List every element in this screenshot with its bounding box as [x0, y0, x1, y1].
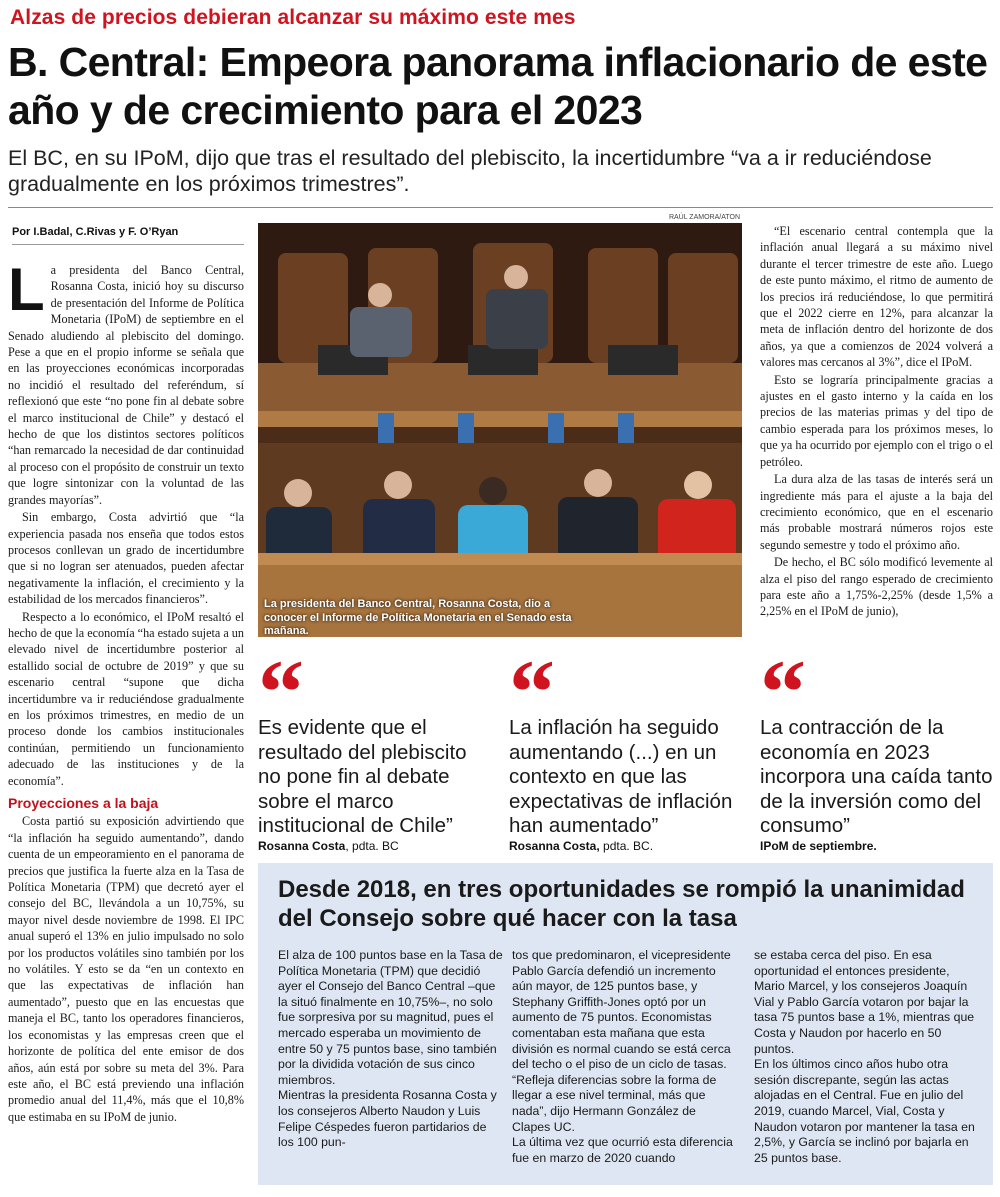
headline: B. Central: Empeora panorama inflacionario de este año y de crecimiento para el 2023 [8, 39, 988, 133]
box-column-3 [754, 948, 979, 1166]
dropcap: L [8, 256, 45, 323]
quote-text: La contracción de la economía en 2023 incorpora una caída tanto de la inversión como del consumo” [760, 716, 993, 837]
quote-source: IPoM de septiembre. [760, 838, 877, 853]
quote-mark-icon: “ [760, 641, 806, 743]
quote-text: La inflación ha seguido aumentando (...) en un contexto en que las expectativas de inflación han aumentado” [509, 716, 733, 837]
body-column-left [8, 256, 244, 1126]
body-paragraph: La presidenta del Banco Central, Rosanna Costa, inició hoy su discurso de presentación del Informe de Política Monetaria (IPoM) de septiembre en el Senado aludiendo al plebiscito del domingo. Pese a que en el propio informe se señala que en las proyecciones económicas incorporadas no incidió el resultado del referéndum, sí reflexionó que este “no pone fin al debate sobre el marco institucional de Chile” y destacó el hecho de que los distintos sectores políticos “han remarcado la necesidad de dar continuidad al proceso con el propósito de construir un texto que logre sintonizar con la voluntad de las grandes mayorías”. [8, 256, 244, 507]
quote-source: Rosanna Costa, pdta. BC. [509, 838, 654, 853]
photo-caption: La presidenta del Banco Central, Rosanna Costa, dio a conocer el Informe de Política Monetaria en el Senado esta mañana. [264, 598, 572, 637]
photo-credit: RAÚL ZAMORA/ATON [668, 214, 740, 221]
body-paragraph: La dura alza de las tasas de interés será un ingrediente más para el ajuste a la baja del crecimiento económico, que en el escenario más probable mostrará números rojos este segundo semestre y todo el próximo año. [760, 472, 993, 552]
senate-photo [258, 223, 742, 637]
sidebar-box [258, 863, 993, 1185]
box-paragraph: tos que predominaron, el vicepresidente Pablo García defendió un incremento aún mayor, de 125 puntos base, y Stephany Griffith-Jones optó por un aumento de 75 puntos. Economistas comentaban esta mañana que esta división es normal cuando se está cerca del techo o el piso de un ciclo de tasas. “Refleja diferencias sobre la forma de llegar a ese nivel terminal, más que nada”, dijo Hermann González de Clapes UC. [512, 948, 731, 1134]
box-paragraph: Mientras la presidenta Rosanna Costa y los consejeros Alberto Naudon y Luis Felipe Céspedes fueron partidarios de los 100 pun- [278, 1088, 497, 1150]
body-paragraph: De hecho, el BC sólo modificó levemente al alza el piso del rango esperado de crecimiento para este año a 1,75%-2,25% (desde 1,5% a 2,25% en el IPoM de junio), [760, 555, 993, 619]
quote-text: Es evidente que el resultado del plebiscito no pone fin al debate sobre el marco institucional de Chile” [258, 716, 467, 837]
box-paragraph: En los últimos cinco años hubo otra sesión discrepante, según las actas alojadas en el Central. Fue en julio del 2019, cuando Marcel, Vial, Costa y Naudon votaron por mantener la tasa en 2,5%, y García se inclinó por bajarla en 25 puntos base. [754, 1057, 975, 1165]
box-column-2 [512, 948, 737, 1166]
body-column-right [760, 223, 993, 621]
pull-quote [509, 641, 744, 853]
body-paragraph: Sin embargo, Costa advirtió que “la experiencia pasada nos enseña que todos estos procesos conllevan un grado de incertidumbre que si no logran ser atenuados, pueden afectar negativamente la inflación, el crecimiento y la estabilidad de los mercados financieros”. [8, 510, 244, 607]
quote-mark-icon: “ [258, 641, 304, 743]
senate-photo-illustration [258, 223, 742, 637]
body-paragraph: Costa partió su exposición advirtiendo que “la inflación ha seguido aumentando”, dando cuenta de un empeoramiento en el panorama de precios que justifica la fuerte alza en la Tasa de Política Monetaria (TPM) que decretó ayer el consejo del BC, llevándola a un 10,75%, su mayor nivel desde noviembre de 1998. El IPC anual superó el 13% en julio impulsado no solo por los productos volátiles sino también por los no volátiles. Y esto se da “en un contexto en que las expectativas de inflación han aumentado”, puesto que en las encuestas que maneja el BC, tanto los operadores financieros, los economistas y las empresas creen que el horizonte de política del ente emisor de dos años, aún está por sobre su meta del 3%. Para este año, el BC está previendo una inflación promedio anual del 11,4%, más que el 10,8% que estimaba en su IPoM de junio. [8, 814, 244, 1124]
deck: El BC, en su IPoM, dijo que tras el resultado del plebiscito, la incertidumbre “va a ir reduciéndose gradualmente en los próximos trimestres”. [8, 146, 932, 196]
subhead: Proyecciones a la baja [8, 795, 159, 811]
pull-quote [760, 641, 995, 853]
pull-quote [258, 641, 493, 853]
body-paragraph: Respecto a lo económico, el IPoM resaltó el hecho de que la economía “ha estado sujeta a un elevado nivel de incertidumbre posterior al estallido social de octubre de 2019” y que su escenario central “supone que dicha incertidumbre va ir reduciéndose gradualmente en los próximos trimestres, en medio de un proceso donde los cambios institucionales continúan, permitiendo un funcionamiento adecuado de las instituciones y de la economía”. [8, 609, 244, 788]
box-title: Desde 2018, en tres oportunidades se rompió la unanimidad del Consejo sobre qué hacer con la tasa [278, 876, 965, 932]
box-paragraph: La última vez que ocurrió esta diferencia fue en marzo de 2020 cuando [512, 1135, 733, 1165]
body-paragraph: Esto se lograría principalmente gracias a ajustes en el gasto interno y la caída en los precios de las materias primas y del tipo de cambio esperada para los próximos meses, lo que ya ha ocurrido por ejemplo con el trigo o el petróleo. [760, 372, 993, 469]
box-column-1 [278, 948, 503, 1151]
body-paragraph: “El escenario central contempla que la inflación anual llegará a su máximo nivel durante el tercer trimestre de este año. Luego de este punto máximo, el ritmo de aumento de los precios irá reduciéndose, lo que permitirá que el 2022 cierre en 12%, para alcanzar la meta de inflación dentro del horizonte de dos años, ya que a comienzos de 2024 volverá a valores mas cercanos al 3%”, dice el IPoM. [760, 224, 993, 370]
quote-mark-icon: “ [509, 641, 555, 743]
top-divider [8, 207, 993, 208]
box-paragraph: se estaba cerca del piso. En esa oportunidad el entonces presidente, Mario Marcel, y los consejeros Joaquín Vial y Pablo García votaron por bajar la tasa 75 puntos base a 1%, mientras que Costa y Naudon por hacerlo en 50 puntos. [754, 948, 975, 1056]
byline: Por I.Badal, C.Rivas y F. O’Ryan [12, 226, 244, 245]
quote-source: Rosanna Costa, pdta. BC [258, 838, 399, 853]
box-paragraph: El alza de 100 puntos base en la Tasa de Política Monetaria (TPM) que decidió ayer el Consejo del Banco Central –que la situó finalmente en 10,75%–, no solo fue sorpresiva por su magnitud, pues el mercado esperaba un movimiento de entre 50 y 75 puntos base, sino también por la dividida votación de sus cinco miembros. [278, 948, 503, 1087]
kicker: Alzas de precios debieran alcanzar su máximo este mes [10, 6, 576, 29]
